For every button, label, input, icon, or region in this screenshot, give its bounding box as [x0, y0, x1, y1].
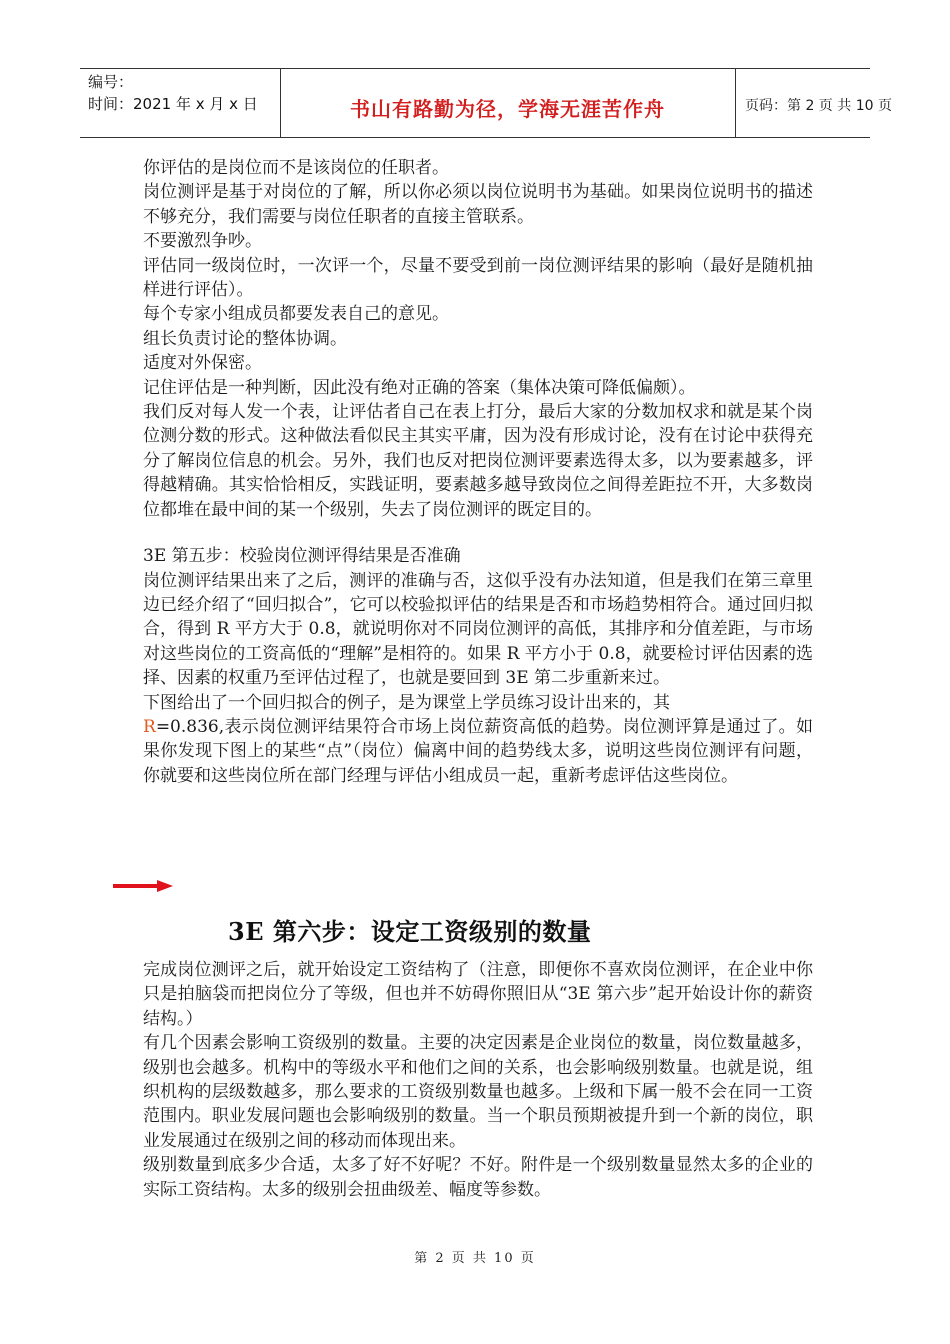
body-section-2 — [143, 958, 813, 1202]
r-highlight: R — [143, 716, 156, 737]
paragraph: 不要激烈争吵。 — [143, 231, 262, 252]
header-right-cell — [735, 69, 892, 137]
date-label: 时间：2021 年 x 月 x 日 — [88, 95, 258, 113]
r-rest: =0.836,表示岗位测评结果符合市场上岗位薪资高低的趋势。岗位测评算是通过了。如果你发现下图上的某些“点”（岗位）偏离中间的趋势线太多，说明这些岗位测评有问题，你就要和这些岗位所在部门经理与评估小组成员一起，重新考虑评估这些岗位。 — [143, 716, 813, 786]
header-center-cell — [280, 69, 736, 137]
paragraph: 评估同一级岗位时，一次评一个，尽量不要受到前一岗位测评结果的影响（最好是随机抽样进行评估）。 — [143, 255, 813, 301]
paragraph: 下图给出了一个回归拟合的例子，是为课堂上学员练习设计出来的，其 — [143, 692, 670, 713]
paragraph: 岗位测评是基于对岗位的了解，所以你必须以岗位说明书为基础。如果岗位说明书的描述不够充分，我们需要与岗位任职者的直接主管联系。 — [143, 182, 813, 227]
paragraph: 你评估的是岗位而不是该岗位的任职者。 — [143, 158, 449, 178]
page-info: 页码：第 2 页 共 10 页 — [745, 98, 892, 114]
paragraph: 我们反对每人发一个表，让评估者自己在表上打分，最后大家的分数加权求和就是某个岗位测分数的形式。这种做法看似民主其实平庸，因为没有形成讨论，没有在讨论中获得充分了解岗位信息的机会。另外，我们也反对把岗位测评要素选得太多，以为要素越多，评得越精确。其实恰恰相反，实践证明，要素越多越导致岗位之间得差距拉不开，大多数岗位都堆在最中间的某一个级别，失去了岗位测评的既定目的。 — [143, 402, 813, 520]
paragraph: 组长负责讨论的整体协调。 — [143, 328, 347, 349]
motto-text: 书山有路勤为径，学海无涯苦作舟 — [350, 97, 665, 121]
paragraph: 岗位测评结果出来了之后，测评的准确与否，这似乎没有办法知道，但是我们在第三章里边已经介绍了“回归拟合”，它可以校验拟评估的结果是否和市场趋势相符合。通过回归拟合，得到 R 平方大于 0.8，就说明你对不同岗位测评的高低，其排序和分值差距，与市场对这些岗位的工资高低的“理解”是相符的。如果 R 平方小于 0.8，就要检讨评估因素的选择、因素的权重乃至评估过程了，也就是要回到 3E 第二步重新来过。 — [143, 570, 813, 689]
paragraph: 有几个因素会影响工资级别的数量。主要的决定因素是企业岗位的数量，岗位数量越多，级别也会越多。机构中的等级水平和他们之间的关系，也会影响级别数量。也就是说，组织机构的层级数越多，那么要求的工资级别数量也越多。上级和下属一般不会在同一工资范围内。职业发展问题也会影响级别的数量。当一个职员预期被提升到一个新的岗位，职业发展通过在级别之间的移动而体现出来。 — [143, 1033, 813, 1151]
red-arrow-icon — [113, 880, 173, 892]
page-header — [80, 68, 892, 138]
paragraph: 适度对外保密。 — [143, 353, 262, 374]
paragraph: 级别数量到底多少合适，太多了好不好呢？不好。附件是一个级别数量显然太多的企业的实际工资结构。太多的级别会扭曲级差、幅度等参数。 — [143, 1155, 813, 1200]
step5-title: 3E 第五步：校验岗位测评得结果是否准确 — [143, 546, 461, 567]
body-section-1 — [143, 156, 813, 788]
spacer — [143, 522, 813, 544]
paragraph: 每个专家小组成员都要发表自己的意见。 — [143, 304, 449, 325]
paragraph: 完成岗位测评之后，就开始设定工资结构了（注意，即便你不喜欢岗位测评，在企业中你只是拍脑袋而把岗位分了等级，但也并不妨碍你照旧从“3E 第六步”起开始设计你的薪资结构。） — [143, 960, 813, 1029]
header-left-cell — [80, 69, 281, 137]
paragraph: 记住评估是一种判断，因此没有绝对正确的答案（集体决策可降低偏颇）。 — [143, 377, 696, 398]
paragraph-r — [143, 715, 813, 788]
page-footer: 第 2 页 共 10 页 — [414, 1251, 536, 1266]
serial-label: 编号： — [88, 73, 134, 91]
step6-heading: 3E 第六步：设定工资级别的数量 — [228, 917, 592, 946]
